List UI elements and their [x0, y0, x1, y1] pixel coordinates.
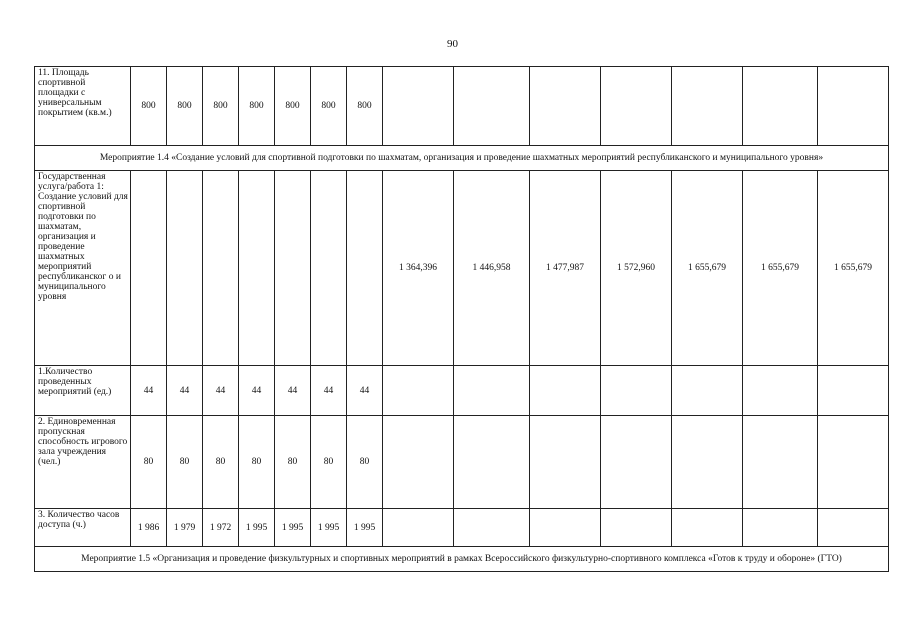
table-row — [35, 171, 889, 366]
value-cell: 1 979 — [167, 509, 203, 547]
value-cell — [818, 509, 889, 547]
value-cell — [131, 171, 167, 366]
value-cell: 800 — [239, 67, 275, 146]
value-cell: 44 — [131, 366, 167, 416]
value-cell: 80 — [347, 416, 383, 509]
value-cell — [743, 416, 818, 509]
row-label: Государственная услуга/работа 1: Создание условий для спортивной подготовки по шахматам, организация и проведение шахматных мероприятий республиканског о и муниципального уровня — [35, 171, 131, 366]
value-cell — [601, 509, 672, 547]
value-cell: 80 — [239, 416, 275, 509]
value-cell — [239, 171, 275, 366]
value-cell: 44 — [239, 366, 275, 416]
value-cell: 80 — [203, 416, 239, 509]
value-cell — [601, 67, 672, 146]
value-cell — [311, 171, 347, 366]
table-row — [35, 416, 889, 509]
value-cell: 1 995 — [275, 509, 311, 547]
value-cell — [454, 416, 530, 509]
value-cell: 1 972 — [203, 509, 239, 547]
value-cell — [818, 366, 889, 416]
table-row — [35, 366, 889, 416]
value-cell — [383, 509, 454, 547]
value-cell: 44 — [275, 366, 311, 416]
value-cell — [167, 171, 203, 366]
value-cell — [672, 416, 743, 509]
section-row — [35, 547, 889, 572]
value-cell: 44 — [203, 366, 239, 416]
value-cell: 1 995 — [239, 509, 275, 547]
value-cell — [601, 416, 672, 509]
value-cell: 800 — [347, 67, 383, 146]
value-cell — [672, 366, 743, 416]
value-cell: 80 — [167, 416, 203, 509]
value-cell — [383, 67, 454, 146]
value-cell — [454, 509, 530, 547]
value-cell: 800 — [131, 67, 167, 146]
value-cell — [347, 171, 383, 366]
page-number: 90 — [447, 38, 458, 50]
value-cell — [530, 366, 601, 416]
table-row — [35, 509, 889, 547]
value-cell — [743, 67, 818, 146]
value-cell — [601, 366, 672, 416]
value-cell: 1 995 — [347, 509, 383, 547]
value-cell: 1 655,679 — [818, 171, 889, 366]
value-cell: 1 446,958 — [454, 171, 530, 366]
row-label: 1.Количество проведенных мероприятий (ед.) — [35, 366, 131, 416]
value-cell — [275, 171, 311, 366]
value-cell: 1 477,987 — [530, 171, 601, 366]
value-cell: 44 — [311, 366, 347, 416]
value-cell — [818, 67, 889, 146]
value-cell — [743, 509, 818, 547]
section-title: Мероприятие 1.5 «Организация и проведение физкультурных и спортивных мероприятий в рамках Всероссийского физкультурно-спортивного комплекса «Готов к труду и обороне» (ГТО) — [35, 547, 889, 572]
row-label: 3. Количество часов доступа (ч.) — [35, 509, 131, 547]
value-cell: 1 364,396 — [383, 171, 454, 366]
value-cell — [818, 416, 889, 509]
value-cell — [743, 366, 818, 416]
section-row — [35, 146, 889, 171]
table-row — [35, 67, 889, 146]
value-cell — [454, 366, 530, 416]
value-cell: 80 — [275, 416, 311, 509]
row-label: 11. Площадь спортивной площадки с универсальным покрытием (кв.м.) — [35, 67, 131, 146]
value-cell: 1 655,679 — [672, 171, 743, 366]
value-cell — [530, 509, 601, 547]
value-cell — [530, 67, 601, 146]
value-cell: 1 572,960 — [601, 171, 672, 366]
value-cell — [383, 416, 454, 509]
value-cell: 1 986 — [131, 509, 167, 547]
value-cell: 80 — [311, 416, 347, 509]
value-cell: 800 — [275, 67, 311, 146]
report-table — [34, 66, 889, 572]
row-label: 2. Единовременная пропускная способность игрового зала учреждения (чел.) — [35, 416, 131, 509]
value-cell: 80 — [131, 416, 167, 509]
value-cell — [530, 416, 601, 509]
value-cell — [383, 366, 454, 416]
value-cell — [203, 171, 239, 366]
value-cell: 800 — [167, 67, 203, 146]
table-body — [35, 67, 889, 572]
section-title: Мероприятие 1.4 «Создание условий для спортивной подготовки по шахматам, организация и проведение шахматных мероприятий республиканского и муниципального уровня» — [35, 146, 889, 171]
value-cell: 800 — [203, 67, 239, 146]
value-cell: 1 995 — [311, 509, 347, 547]
value-cell: 44 — [347, 366, 383, 416]
value-cell: 1 655,679 — [743, 171, 818, 366]
value-cell — [672, 509, 743, 547]
value-cell: 44 — [167, 366, 203, 416]
value-cell: 800 — [311, 67, 347, 146]
value-cell — [672, 67, 743, 146]
value-cell — [454, 67, 530, 146]
